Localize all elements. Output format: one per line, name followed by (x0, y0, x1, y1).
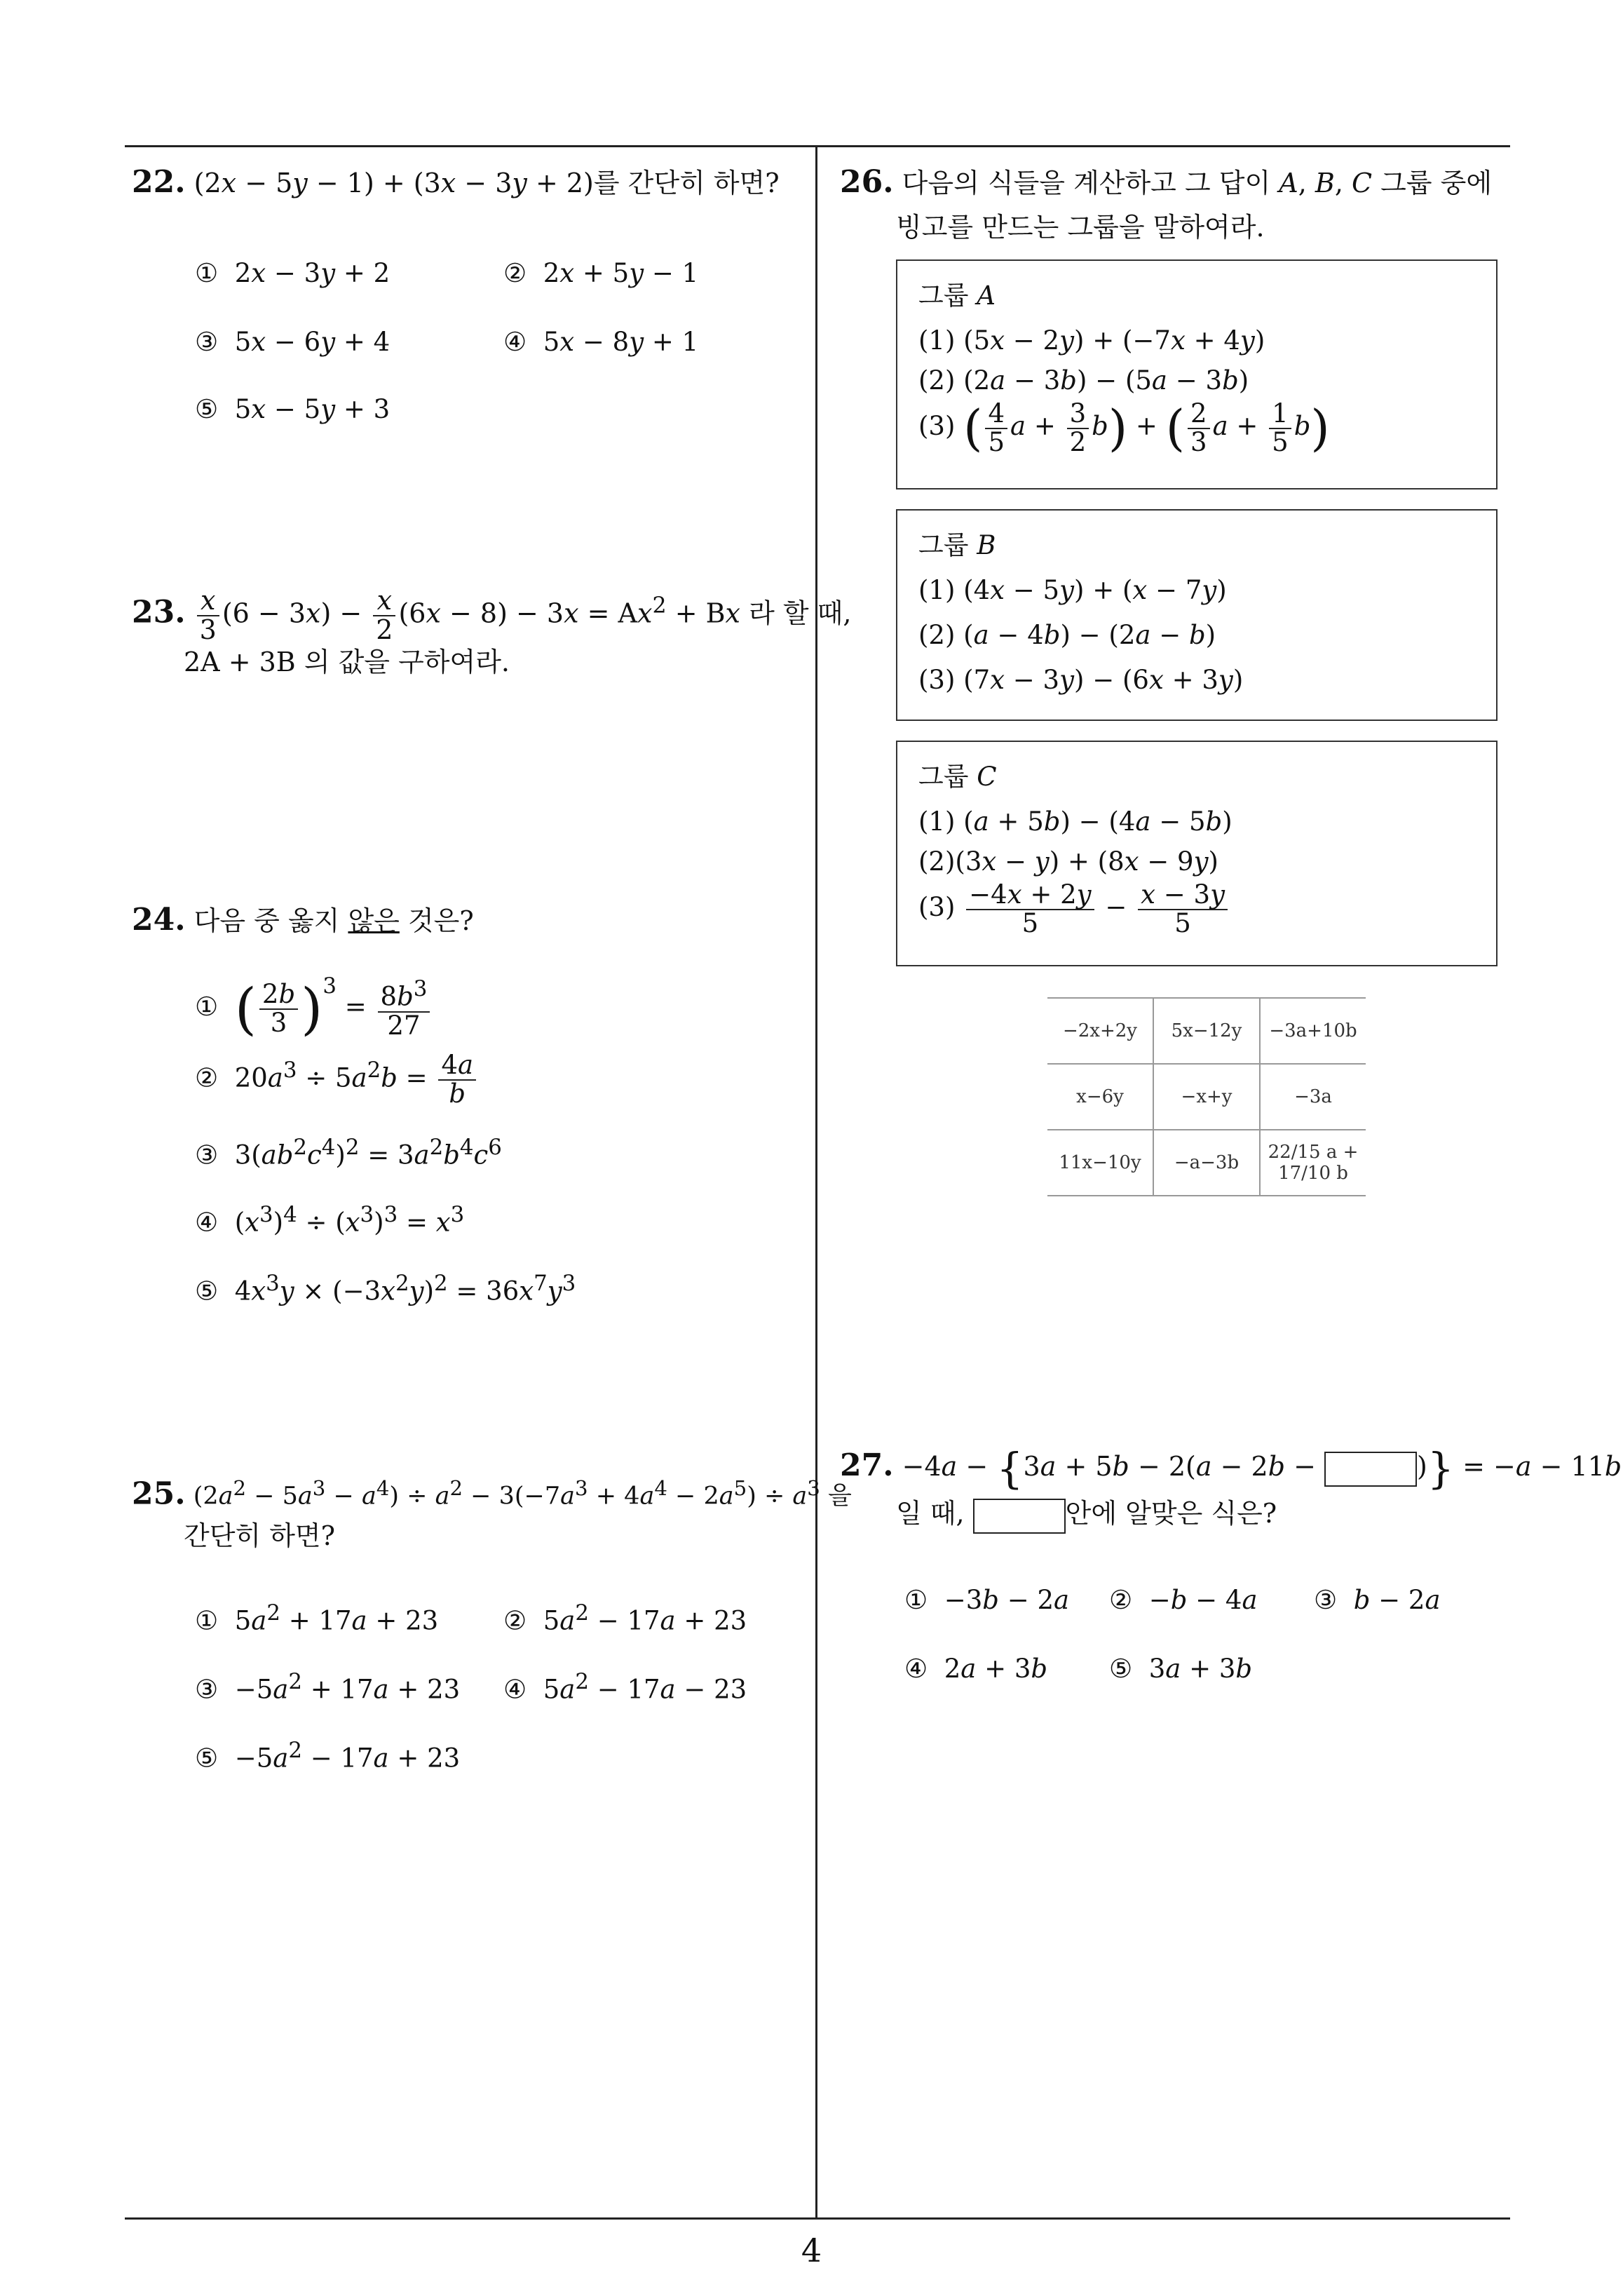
q27-option-3[interactable]: ③ b − 2a (1314, 1585, 1441, 1615)
question-27-line2 (896, 1491, 1277, 1536)
option-mark: ③ (1314, 1585, 1338, 1615)
fraction-x-over-3: $\frac{x}{3}$ (197, 587, 219, 644)
q25-option-5[interactable]: ⑤ $-5a^2 - 17a + 23$ (195, 1738, 461, 1774)
option-mark: ② (503, 1605, 527, 1636)
question-25: 25. $(2a^2 - 5a^3 - a^4) \div a^2 - 3(-7a^3 + 4a^4 - 2a^5) \div a^3$ 을 (132, 1475, 852, 1512)
group-c-item-3: (3) $\frac{-4x + 2y}{5}$ − $\frac{x - 3y}{5}$ (918, 879, 1475, 937)
question-text: 을 (828, 1482, 852, 1511)
question-number: 23. (132, 594, 186, 630)
bingo-cell: 5x−12y (1153, 998, 1260, 1064)
q27-option-1[interactable]: ① −3b − 2a (904, 1585, 1070, 1615)
q24-option-1[interactable]: ① ( $\frac{2b}{3}$ )$^3$ = $\frac{8b^3}{27}$ (195, 973, 433, 1041)
page-number: 4 (801, 2231, 822, 2269)
q24-option-4[interactable]: ④ $(x^3)^4 \div (x^3)^3 = x^3$ (195, 1202, 465, 1238)
question-text: 라 할 때, (749, 597, 852, 629)
q22-option-1[interactable]: ① 2x − 3y + 2 (195, 258, 391, 288)
bottom-rule (125, 2217, 1510, 2220)
bingo-cell: −3a (1260, 1064, 1366, 1130)
q27-option-4[interactable]: ④ 2a + 3b (904, 1654, 1048, 1684)
option-mark: ④ (503, 1674, 527, 1705)
option-mark: ④ (904, 1654, 928, 1684)
question-expression: (2x − 5y − 1) + (3x − 3y + 2) (193, 168, 594, 198)
question-text: 다음 중 옳지 (193, 905, 348, 936)
bingo-cell: 11x−10y (1047, 1130, 1153, 1196)
option-mark: ④ (195, 1207, 219, 1238)
group-b-item-1: (1) (4x − 5y) + (x − 7y) (918, 575, 1227, 605)
group-b-item-3: (3) (7x − 3y) − (6x + 3y) (918, 665, 1244, 695)
group-c-item-1: (1) (a + 5b) − (4a − 5b) (918, 806, 1232, 837)
bingo-cell: 22/15 a + 17/10 b (1260, 1130, 1366, 1196)
question-23-line2: 2A + 3B 의 값을 구하여라. (184, 647, 510, 677)
top-rule (125, 145, 1510, 147)
question-text: 빙고를 만드는 그룹을 말하여라. (896, 212, 1265, 243)
option-mark: ③ (195, 1140, 219, 1170)
option-mark: ⑤ (195, 1743, 219, 1774)
group-a-item-2: (2) (2a − 3b) − (5a − 3b) (918, 365, 1249, 396)
q25-option-3[interactable]: ③ $-5a^2 + 17a + 23$ (195, 1669, 461, 1705)
option-mark: ③ (195, 327, 219, 357)
question-23: 23. $\frac{x}{3}$ (6 − 3x) − $\frac{x}{2}$ $(6x - 8) - 3x = Ax^2 + Bx$ 라 할 때, (132, 585, 852, 646)
column-divider (815, 145, 817, 2219)
question-text: 다음의 식들을 계산하고 그 답이 (902, 168, 1279, 198)
bingo-row (1047, 1064, 1366, 1130)
option-mark: ④ (503, 327, 527, 357)
answer-blank-box (973, 1499, 1066, 1534)
option-mark: ③ (195, 1674, 219, 1705)
option-mark: ① (195, 258, 219, 288)
option-mark: ① (904, 1585, 928, 1615)
group-b-box (896, 509, 1498, 721)
bingo-grid (1047, 997, 1366, 1196)
question-number: 26. (840, 164, 894, 200)
bingo-cell: −2x+2y (1047, 998, 1153, 1064)
bingo-cell: x−6y (1047, 1064, 1153, 1130)
question-number: 25. (132, 1475, 186, 1512)
bingo-row (1047, 1130, 1366, 1196)
question-text: 간단히 하면? (184, 1520, 335, 1551)
q22-option-4[interactable]: ④ 5x − 8y + 1 (503, 327, 699, 357)
question-26: 26. 다음의 식들을 계산하고 그 답이 A, B, C 그룹 중에 (840, 164, 1493, 200)
question-25-line2 (184, 1513, 335, 1558)
group-b-title: 그룹 B (918, 530, 996, 560)
q27-option-2[interactable]: ② −b − 4a (1109, 1585, 1258, 1615)
fraction-x-over-2: $\frac{x}{2}$ (373, 587, 395, 644)
q25-option-4[interactable]: ④ $5a^2 - 17a - 23$ (503, 1669, 747, 1705)
q24-option-2[interactable]: ② $20a^3 \div 5a^2b$ = $\frac{4a}{b}$ (195, 1052, 479, 1108)
group-a-box (896, 259, 1498, 489)
bingo-cell: −3a+10b (1260, 998, 1366, 1064)
group-a-item-3: (3) ( $\frac{4}{5}$ a + $\frac{3}{2}$ b) + ( $\frac{2}{3}$ a + $\frac{1}{5}$ b) (918, 398, 1330, 457)
question-27: 27. −4a − {3a + 5b − 2(a − 2b − )} = −a − 11b (840, 1444, 1622, 1494)
group-c-item-2: (2)(3x − y) + (8x − 9y) (918, 846, 1218, 877)
question-24 (132, 898, 474, 943)
option-mark: ⑤ (195, 1276, 219, 1306)
group-c-title: 그룹 C (918, 762, 997, 792)
q22-option-5[interactable]: ⑤ 5x − 5y + 3 (195, 394, 391, 424)
question-text: 일 때, (896, 1498, 965, 1529)
q24-option-3[interactable]: ③ $3(ab^2c^4)^2 = 3a^2b^4c^6$ (195, 1135, 502, 1170)
bingo-row (1047, 998, 1366, 1064)
option-mark: ② (503, 258, 527, 288)
bingo-cell: −x+y (1153, 1064, 1260, 1130)
answer-blank-box[interactable] (1324, 1452, 1417, 1487)
question-text: 그룹 중에 (1372, 168, 1493, 198)
group-a-item-1: (1) (5x − 2y) + (−7x + 4y) (918, 325, 1265, 356)
question-text: 안에 알맞은 식은? (1065, 1498, 1277, 1529)
group-a-title: 그룹 A (918, 281, 996, 311)
question-number: 22. (132, 164, 186, 200)
bingo-cell: −a−3b (1153, 1130, 1260, 1196)
question-22 (132, 160, 780, 205)
option-mark: ① (195, 992, 219, 1022)
option-mark: ⑤ (1109, 1654, 1133, 1684)
q22-option-3[interactable]: ③ 5x − 6y + 4 (195, 327, 391, 357)
question-text: 를 간단히 하면? (593, 168, 780, 198)
q22-option-2[interactable]: ② 2x + 5y − 1 (503, 258, 699, 288)
q24-option-5[interactable]: ⑤ $4x^3y \times (-3x^2y)^2 = 36x^7y^3$ (195, 1271, 576, 1306)
question-number: 27. (840, 1447, 894, 1483)
option-mark: ② (1109, 1585, 1133, 1615)
question-number: 24. (132, 902, 186, 938)
group-c-box (896, 741, 1498, 966)
q25-option-1[interactable]: ① $5a^2 + 17a + 23$ (195, 1600, 439, 1636)
question-text: 것은? (399, 905, 474, 936)
question-26-line2 (896, 205, 1265, 250)
q25-option-2[interactable]: ② $5a^2 - 17a + 23$ (503, 1600, 747, 1636)
option-mark: ② (195, 1062, 219, 1093)
underlined-word: 않은 (348, 905, 400, 936)
option-mark: ⑤ (195, 394, 219, 424)
group-b-item-2: (2) (a − 4b) − (2a − b) (918, 620, 1216, 650)
question-text: 의 값을 구하여라. (304, 647, 510, 677)
q27-option-5[interactable]: ⑤ 3a + 3b (1109, 1654, 1253, 1684)
option-mark: ① (195, 1605, 219, 1636)
